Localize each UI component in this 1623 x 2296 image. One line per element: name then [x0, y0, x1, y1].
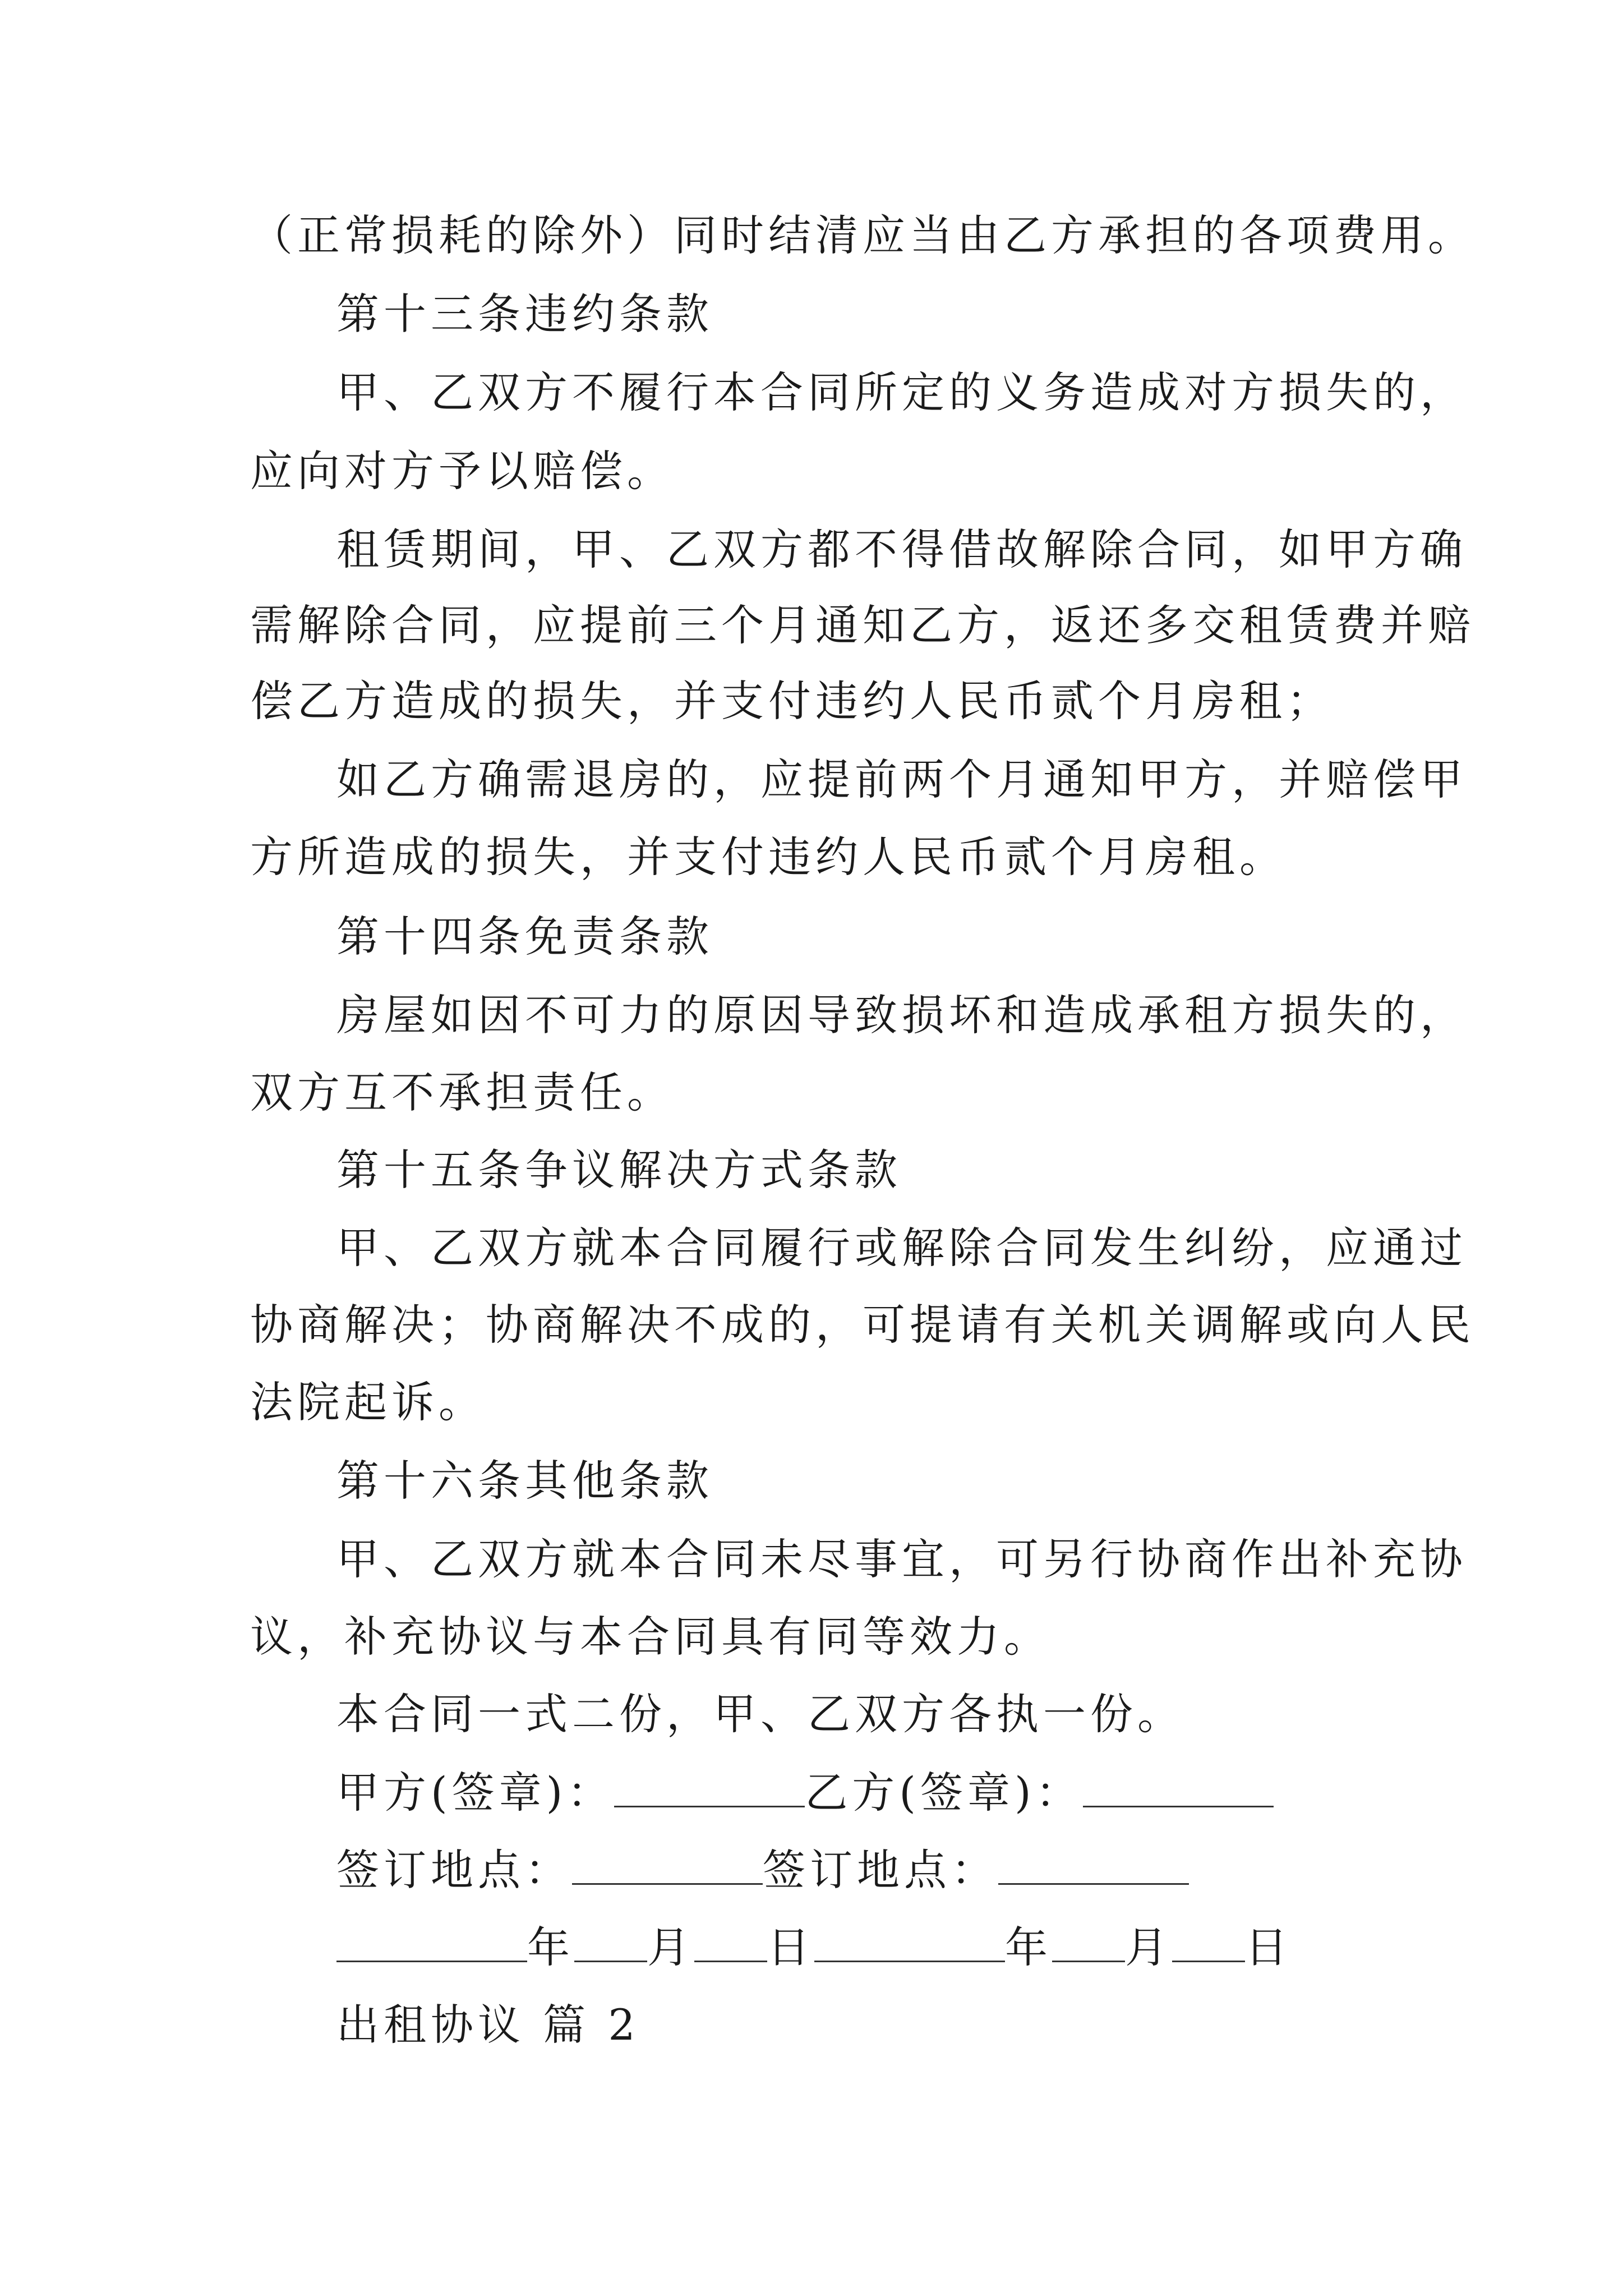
party-a-label: 甲方(签章)：	[336, 1768, 615, 1818]
paragraph-line: 如乙方确需退房的，应提前两个月通知甲方，并赔偿甲	[336, 754, 1467, 804]
year-blank	[814, 1921, 1005, 1962]
paragraph-line: 偿乙方造成的损失，并支付违约人民币贰个月房租；	[250, 676, 1334, 726]
paragraph-line: 应向对方予以赔偿。	[250, 446, 674, 496]
place-b-blank	[998, 1844, 1189, 1885]
article-heading: 第十六条其他条款	[336, 1456, 713, 1506]
article-heading: 第十四条免责条款	[336, 912, 713, 961]
paragraph-line: 甲、乙双方就本合同履行或解除合同发生纠纷，应通过	[336, 1223, 1467, 1273]
year-label: 年	[527, 1922, 574, 1972]
article-heading: 第十五条争议解决方式条款	[336, 1145, 902, 1195]
month-blank	[574, 1921, 647, 1962]
signing-place-line	[336, 1842, 1189, 1898]
next-section-title: 出租协议 篇 2	[336, 2000, 640, 2050]
day-blank	[694, 1921, 767, 1962]
paragraph-line: 本合同一式二份，甲、乙双方各执一份。	[336, 1689, 1184, 1739]
day-label: 日	[767, 1922, 814, 1972]
place-b-label: 签订地点：	[763, 1845, 998, 1895]
article-heading: 第十三条违约条款	[336, 289, 713, 339]
paragraph-line: （正常损耗的除外）同时结清应当由乙方承担的各项费用。	[250, 210, 1475, 260]
paragraph-line: 双方互不承担责任。	[250, 1068, 674, 1117]
month-blank	[1052, 1921, 1125, 1962]
party-b-label: 乙方(签章)：	[805, 1768, 1083, 1818]
paragraph-line: 甲、乙双方不履行本合同所定的义务造成对方损失的，	[336, 367, 1467, 417]
day-label: 日	[1245, 1922, 1292, 1972]
paragraph-line: 法院起诉。	[250, 1377, 486, 1427]
paragraph-line: 协商解决；协商解决不成的，可提请有关机关调解或向人民	[250, 1300, 1475, 1350]
paragraph-line: 议，补充协议与本合同具有同等效力。	[250, 1612, 1051, 1662]
date-line	[336, 1920, 1292, 1976]
paragraph-line: 租赁期间，甲、乙双方都不得借故解除合同，如甲方确	[336, 524, 1467, 574]
paragraph-line: 需解除合同，应提前三个月通知乙方，返还多交租赁费并赔	[250, 600, 1475, 650]
year-label: 年	[1005, 1922, 1052, 1972]
month-label: 月	[1125, 1922, 1172, 1972]
paragraph-line: 房屋如因不可力的原因导致损坏和造成承租方损失的，	[336, 990, 1467, 1040]
party-b-blank	[1083, 1766, 1274, 1807]
paragraph-line: 方所造成的损失，并支付违约人民币贰个月房租。	[250, 832, 1287, 882]
signature-line	[336, 1765, 1274, 1821]
day-blank	[1172, 1921, 1245, 1962]
party-a-blank	[614, 1766, 805, 1807]
month-label: 月	[647, 1922, 694, 1972]
paragraph-line: 甲、乙双方就本合同未尽事宜，可另行协商作出补充协	[336, 1534, 1467, 1584]
place-a-label: 签订地点：	[336, 1845, 572, 1895]
place-a-blank	[572, 1844, 763, 1885]
year-blank	[336, 1921, 527, 1962]
